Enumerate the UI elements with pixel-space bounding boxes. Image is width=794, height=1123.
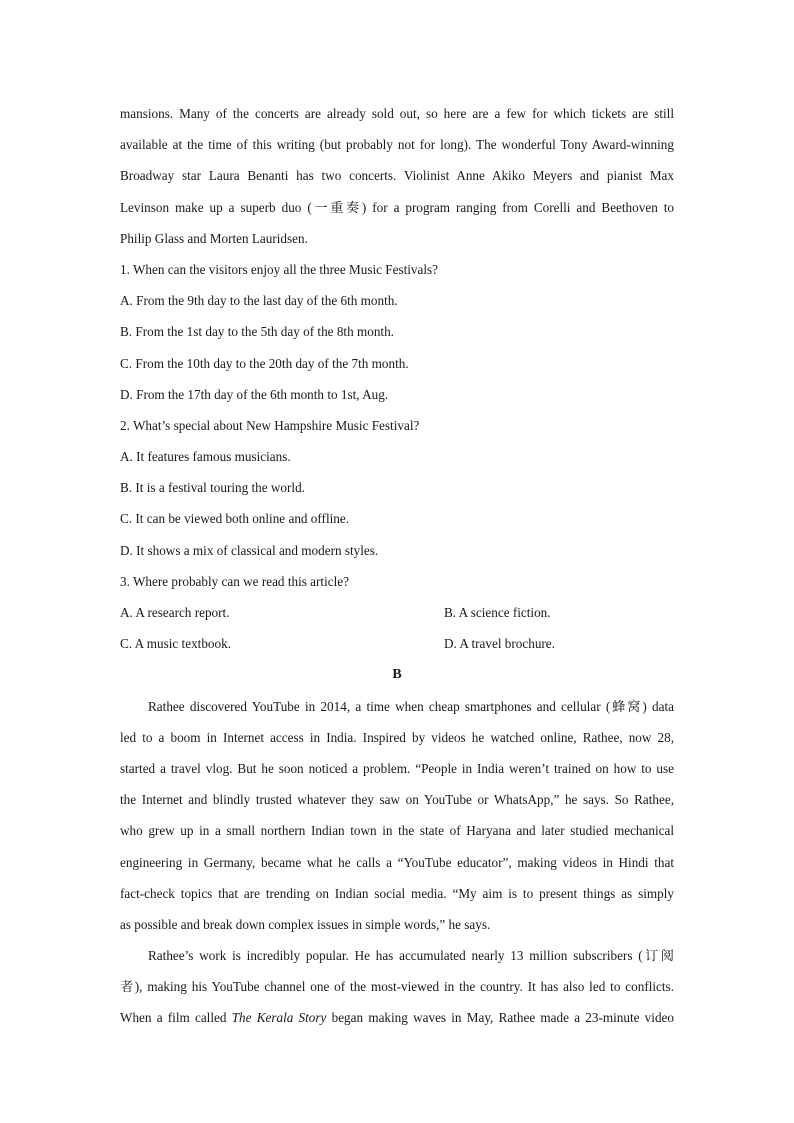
question-stem: 2. What’s special about New Hampshire Music Festival? [120,417,420,433]
text-run: When a film called [120,1010,232,1026]
document-body [120,98,674,1034]
question-1 [120,254,674,410]
question-stem: 1. When can the visitors enjoy all the three Music Festivals? [120,261,439,277]
text-line: engineering in Germany, became what he calls a “YouTube educator”, making videos in Hindi that [120,854,674,870]
section-b-paragraph-1 [120,691,674,941]
option-c: C. From the 10th day to the 20th day of the 7th month. [120,355,409,371]
option-d: D. From the 17th day of the 6th month to 1st, Aug. [120,386,389,402]
text-line: available at the time of this writing (but probably not for long). The wonderful Tony Award-winning [120,137,674,153]
text-line: Broadway star Laura Benanti has two concerts. Violinist Anne Akiko Meyers and pianist Max [120,168,674,184]
section-b-paragraph-2 [120,940,674,1034]
question-3 [120,566,674,660]
text-line: Philip Glass and Morten Lauridsen. [120,230,308,246]
text-line: the Internet and blindly trusted whatever they saw on YouTube or WhatsApp,” he says. So Rathee, [120,792,674,808]
option-b: B. It is a festival touring the world. [120,480,305,496]
option-d: D. A travel brochure. [444,636,555,652]
question-stem: 3. Where probably can we read this article? [120,573,349,589]
text-run: began making waves in May, Rathee made a 23-minute video [326,1010,674,1026]
option-b: B. From the 1st day to the 5th day of the 8th month. [120,324,394,340]
text-line: led to a boom in Internet access in India. Inspired by videos he watched online, Rathee, now 28, [120,729,674,745]
option-c: C. It can be viewed both online and offline. [120,511,350,527]
text-line: who grew up in a small northern Indian town in the state of Haryana and later studied mechanical [120,823,674,839]
text-line-with-title [120,1002,674,1033]
option-d: D. It shows a mix of classical and modern styles. [120,542,379,558]
text-line: Rathee’s work is incredibly popular. He has accumulated nearly 13 million subscribers (订阅 [148,948,674,964]
option-row [120,597,674,628]
film-title: The Kerala Story [231,1010,327,1026]
option-b: B. A science fiction. [444,605,551,620]
text-line: Levinson make up a superb duo (一重奏) for a program ranging from Corelli and Beethoven to [120,199,674,215]
text-line: 者), making his YouTube channel one of the most-viewed in the country. It has also led to conflicts. [120,979,674,995]
section-heading: B [392,667,402,683]
option-c: C. A music textbook. [120,636,231,652]
option-row [120,628,674,659]
option-a: A. A research report. [120,605,230,620]
question-2 [120,410,674,566]
text-line: mansions. Many of the concerts are already sold out, so here are a few for which tickets are still [120,106,674,121]
text-line: started a travel vlog. But he soon noticed a problem. “People in India weren’t trained on how to use [120,760,674,776]
option-a: A. From the 9th day to the last day of the 6th month. [120,293,398,309]
text-line: Rathee discovered YouTube in 2014, a time when cheap smartphones and cellular (蜂窝) data [148,698,674,714]
passage-a-paragraph [120,98,674,254]
text-line: fact-check topics that are trending on Indian social media. “My aim is to present things as simply [120,885,674,901]
text-line: as possible and break down complex issues in simple words,” he says. [120,916,491,932]
option-a: A. It features famous musicians. [120,449,291,465]
